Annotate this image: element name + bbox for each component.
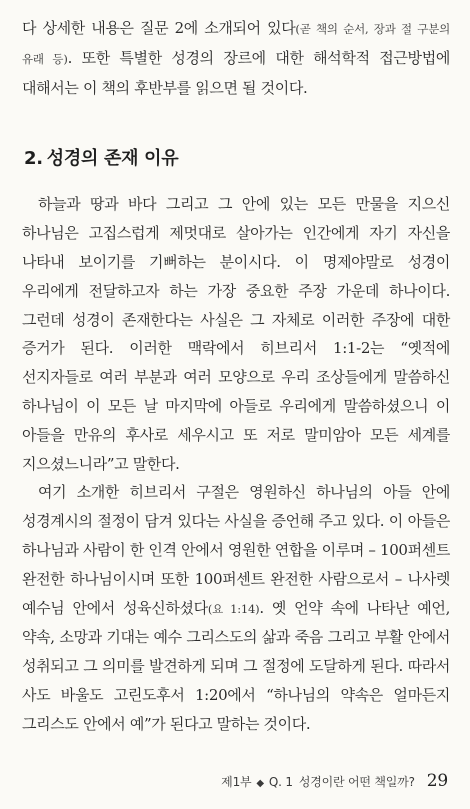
footer-part: 제1부 [221, 775, 252, 789]
footer-chapter-title: 성경이란 어떤 책일까? [298, 775, 415, 789]
section-title: 성경의 존재 이유 [46, 148, 179, 170]
top-paragraph [22, 14, 450, 102]
footer-separator: ◆ [256, 778, 264, 789]
running-footer [22, 771, 448, 795]
page-number: 29 [426, 771, 448, 791]
top-paragraph-text-2: . 또한 특별한 성경의 장르에 대한 해석학적 접근방법에 대해서는 이 책의 후반부를 읽으면 될 것이다. [22, 48, 450, 97]
section-heading [24, 146, 450, 172]
page-body [22, 14, 450, 739]
paragraph-2-note: (요 1:14) [207, 601, 260, 616]
paragraph-2-text-1: 여기 소개한 히브리서 구절은 영원하신 하나님의 아들 안에 성경계시의 절정이 담겨 있다는 사실을 증언해 주고 있다. 이 아들은 하나님과 사람이 한 인격 안에서 영원한 연합을 이루며 – 100퍼센트 완전한 하나님이시며 또한 100퍼센트 완전한 사람으로서 – 나사렛 예수님 안에서 성육신하셨다 [22, 483, 450, 617]
top-paragraph-text-1: 다 상세한 내용은 질문 2에 소개되어 있다 [22, 19, 296, 37]
section-number: 2. [24, 148, 43, 170]
paragraph-2-text-2: . 옛 언약 속에 나타난 예언, 약속, 소망과 기대는 예수 그리스도의 삶과 죽음 그리고 부활 안에서 성취되고 그 의미를 발견하게 되며 그 절정에 도달하게 된다. 따라서 사도 바울도 고린도후서 1:20에서 “하나님의 약속은 얼마든지 그리스도 안에서 예”가 된다고 말하는 것이다. [22, 598, 450, 733]
footer-question: Q. 1 [268, 775, 293, 789]
top-paragraph-note: (곧 책의 순서, 장과 절 구분의 유래 등) [22, 22, 450, 66]
paragraph-1: 하늘과 땅과 바다 그리고 그 안에 있는 모든 만물을 지으신 하나님은 고집스럽게 제멋대로 살아가는 인간에게 자기 자신을 나타내 보이기를 기뻐하는 분이시다. 이 명제야말로 성경이 우리에게 전달하고자 하는 가장 중요한 주장 가운데 하나이다. 그런데 성경이 존재한다는 사실은 그 자체로 이러한 주장에 대한 증거가 된다. 이러한 맥락에서 히브리서 1:1-2는 “옛적에 선지자들로 여러 부분과 여러 모양으로 우리 조상들에게 말씀하신 하나님이 이 모든 날 마지막에 아들로 우리에게 말씀하셨으니 이 아들을 만유의 후사로 세우시고 또 저로 말미암아 모든 세계를 지으셨느니라”고 말한다. [22, 195, 450, 473]
paragraph-2 [22, 478, 450, 738]
